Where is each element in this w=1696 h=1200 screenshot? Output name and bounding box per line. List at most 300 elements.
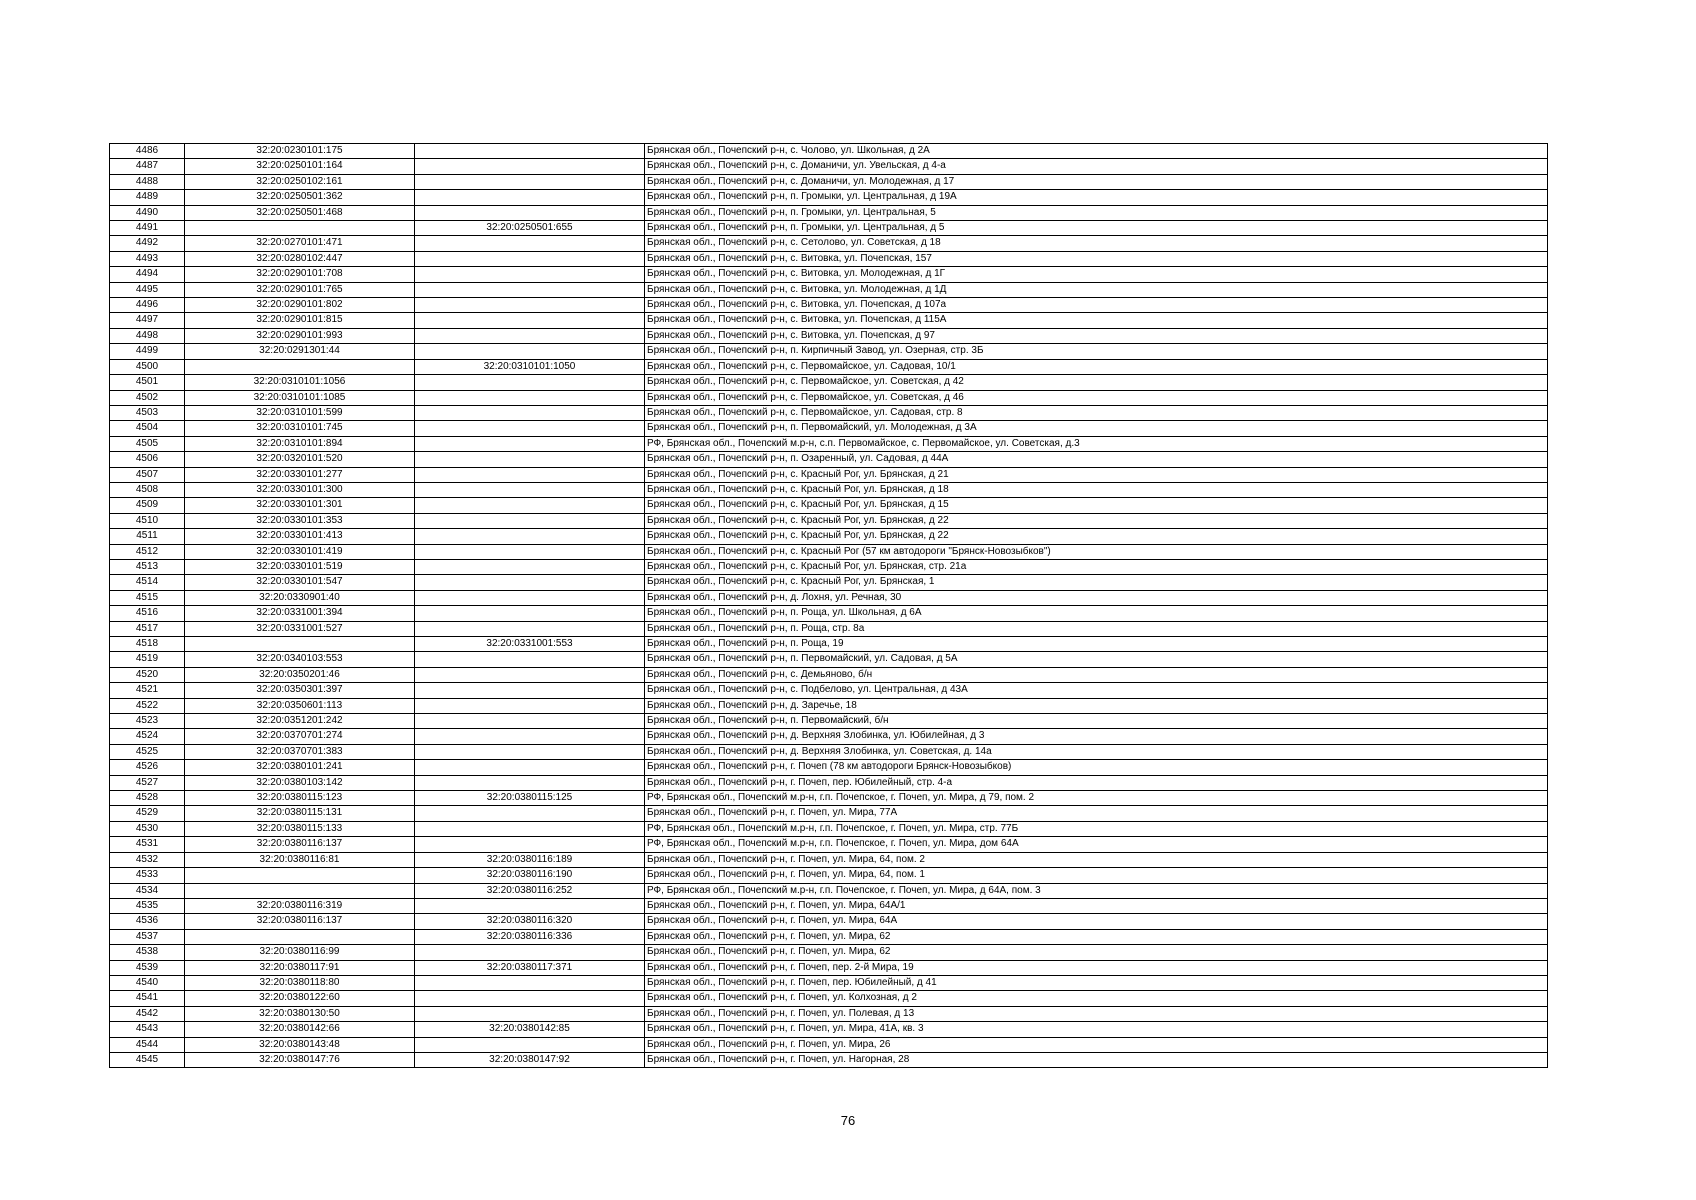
table-row bbox=[110, 482, 1548, 497]
table-row bbox=[110, 375, 1548, 390]
table-row bbox=[110, 251, 1548, 266]
related-cadastral-number-cell bbox=[415, 606, 645, 621]
row-number-cell: 4539 bbox=[110, 960, 185, 975]
related-cadastral-number-cell: 32:20:0380116:252 bbox=[415, 883, 645, 898]
row-number-cell: 4499 bbox=[110, 344, 185, 359]
cadastral-number-cell: 32:20:0380116:81 bbox=[185, 852, 415, 867]
row-number-cell: 4543 bbox=[110, 1022, 185, 1037]
address-cell: РФ, Брянская обл., Почепский м.р-н, с.п. Первомайское, с. Первомайское, ул. Советская, д.3 bbox=[645, 436, 1548, 451]
cadastral-number-cell: 32:20:0290101:815 bbox=[185, 313, 415, 328]
related-cadastral-number-cell bbox=[415, 436, 645, 451]
related-cadastral-number-cell bbox=[415, 452, 645, 467]
address-cell: Брянская обл., Почепский р-н, с. Первомайское, ул. Советская, д 42 bbox=[645, 375, 1548, 390]
page-number: 76 bbox=[840, 1113, 856, 1128]
table-row bbox=[110, 806, 1548, 821]
row-number-cell: 4514 bbox=[110, 575, 185, 590]
row-number-cell: 4488 bbox=[110, 174, 185, 189]
row-number-cell: 4496 bbox=[110, 298, 185, 313]
cadastral-number-cell: 32:20:0380116:319 bbox=[185, 898, 415, 913]
address-cell: Брянская обл., Почепский р-н, с. Подбелово, ул. Центральная, д 43А bbox=[645, 683, 1548, 698]
table-row bbox=[110, 683, 1548, 698]
related-cadastral-number-cell bbox=[415, 236, 645, 251]
cadastral-number-cell: 32:20:0230101:175 bbox=[185, 144, 415, 159]
row-number-cell: 4513 bbox=[110, 559, 185, 574]
row-number-cell: 4537 bbox=[110, 929, 185, 944]
row-number-cell: 4498 bbox=[110, 328, 185, 343]
cadastral-number-cell: 32:20:0330101:353 bbox=[185, 513, 415, 528]
table-row bbox=[110, 621, 1548, 636]
registry-table bbox=[109, 143, 1548, 1068]
table-row bbox=[110, 744, 1548, 759]
address-cell: Брянская обл., Почепский р-н, п. Роща, 19 bbox=[645, 637, 1548, 652]
row-number-cell: 4538 bbox=[110, 945, 185, 960]
cadastral-number-cell: 32:20:0330101:300 bbox=[185, 482, 415, 497]
table-row bbox=[110, 359, 1548, 374]
table-row bbox=[110, 298, 1548, 313]
cadastral-number-cell: 32:20:0310101:1085 bbox=[185, 390, 415, 405]
row-number-cell: 4503 bbox=[110, 405, 185, 420]
cadastral-number-cell: 32:20:0250101:164 bbox=[185, 159, 415, 174]
related-cadastral-number-cell bbox=[415, 744, 645, 759]
registry-table-body bbox=[110, 144, 1548, 1068]
cadastral-number-cell: 32:20:0350201:46 bbox=[185, 667, 415, 682]
row-number-cell: 4516 bbox=[110, 606, 185, 621]
table-row bbox=[110, 421, 1548, 436]
cadastral-number-cell: 32:20:0380116:137 bbox=[185, 837, 415, 852]
table-row bbox=[110, 883, 1548, 898]
address-cell: Брянская обл., Почепский р-н, с. Красный Рог, ул. Брянская, д 15 bbox=[645, 498, 1548, 513]
row-number-cell: 4506 bbox=[110, 452, 185, 467]
row-number-cell: 4508 bbox=[110, 482, 185, 497]
table-row bbox=[110, 205, 1548, 220]
cadastral-number-cell: 32:20:0320101:520 bbox=[185, 452, 415, 467]
related-cadastral-number-cell: 32:20:0380116:190 bbox=[415, 868, 645, 883]
address-cell: Брянская обл., Почепский р-н, п. Первомайский, ул. Молодежная, д 3А bbox=[645, 421, 1548, 436]
row-number-cell: 4497 bbox=[110, 313, 185, 328]
cadastral-number-cell: 32:20:0250501:468 bbox=[185, 205, 415, 220]
table-row bbox=[110, 575, 1548, 590]
related-cadastral-number-cell bbox=[415, 559, 645, 574]
related-cadastral-number-cell bbox=[415, 159, 645, 174]
related-cadastral-number-cell bbox=[415, 174, 645, 189]
related-cadastral-number-cell bbox=[415, 1037, 645, 1052]
related-cadastral-number-cell: 32:20:0380142:85 bbox=[415, 1022, 645, 1037]
row-number-cell: 4501 bbox=[110, 375, 185, 390]
cadastral-number-cell bbox=[185, 883, 415, 898]
related-cadastral-number-cell bbox=[415, 621, 645, 636]
related-cadastral-number-cell: 32:20:0250501:655 bbox=[415, 221, 645, 236]
related-cadastral-number-cell bbox=[415, 205, 645, 220]
related-cadastral-number-cell bbox=[415, 991, 645, 1006]
address-cell: Брянская обл., Почепский р-н, г. Почеп, ул. Мира, 26 bbox=[645, 1037, 1548, 1052]
cadastral-number-cell: 32:20:0380118:80 bbox=[185, 975, 415, 990]
address-cell: Брянская обл., Почепский р-н, с. Демьяново, б/н bbox=[645, 667, 1548, 682]
address-cell: Брянская обл., Почепский р-н, г. Почеп, ул. Мира, 64А/1 bbox=[645, 898, 1548, 913]
address-cell: Брянская обл., Почепский р-н, с. Красный Рог, ул. Брянская, д 22 bbox=[645, 513, 1548, 528]
row-number-cell: 4520 bbox=[110, 667, 185, 682]
table-row bbox=[110, 714, 1548, 729]
cadastral-number-cell: 32:20:0370701:383 bbox=[185, 744, 415, 759]
table-row bbox=[110, 1006, 1548, 1021]
table-row bbox=[110, 221, 1548, 236]
table-row bbox=[110, 498, 1548, 513]
table-row bbox=[110, 405, 1548, 420]
row-number-cell: 4510 bbox=[110, 513, 185, 528]
related-cadastral-number-cell: 32:20:0380116:189 bbox=[415, 852, 645, 867]
related-cadastral-number-cell bbox=[415, 975, 645, 990]
address-cell: Брянская обл., Почепский р-н, п. Роща, ул. Школьная, д 6А bbox=[645, 606, 1548, 621]
address-cell: РФ, Брянская обл., Почепский м.р-н, г.п. Почепское, г. Почеп, ул. Мира, д 64А, пом. 3 bbox=[645, 883, 1548, 898]
table-row bbox=[110, 837, 1548, 852]
related-cadastral-number-cell bbox=[415, 405, 645, 420]
row-number-cell: 4522 bbox=[110, 698, 185, 713]
row-number-cell: 4528 bbox=[110, 791, 185, 806]
related-cadastral-number-cell bbox=[415, 821, 645, 836]
cadastral-number-cell: 32:20:0380115:133 bbox=[185, 821, 415, 836]
cadastral-number-cell: 32:20:0270101:471 bbox=[185, 236, 415, 251]
related-cadastral-number-cell bbox=[415, 313, 645, 328]
cadastral-number-cell: 32:20:0291301:44 bbox=[185, 344, 415, 359]
cadastral-number-cell: 32:20:0380116:137 bbox=[185, 914, 415, 929]
address-cell: Брянская обл., Почепский р-н, д. Верхняя Злобинка, ул. Советская, д. 14а bbox=[645, 744, 1548, 759]
table-row bbox=[110, 159, 1548, 174]
cadastral-number-cell: 32:20:0250501:362 bbox=[185, 190, 415, 205]
related-cadastral-number-cell bbox=[415, 251, 645, 266]
address-cell: Брянская обл., Почепский р-н, с. Витовка, ул. Молодежная, д 1Д bbox=[645, 282, 1548, 297]
related-cadastral-number-cell bbox=[415, 714, 645, 729]
row-number-cell: 4524 bbox=[110, 729, 185, 744]
address-cell: Брянская обл., Почепский р-н, с. Сетолово, ул. Советская, д 18 bbox=[645, 236, 1548, 251]
address-cell: Брянская обл., Почепский р-н, п. Первомайский, ул. Садовая, д 5А bbox=[645, 652, 1548, 667]
cadastral-number-cell: 32:20:0330101:277 bbox=[185, 467, 415, 482]
address-cell: Брянская обл., Почепский р-н, с. Витовка, ул. Почепская, д 107а bbox=[645, 298, 1548, 313]
cadastral-number-cell: 32:20:0330101:519 bbox=[185, 559, 415, 574]
related-cadastral-number-cell bbox=[415, 760, 645, 775]
address-cell: Брянская обл., Почепский р-н, с. Красный Рог (57 км автодороги "Брянск-Новозыбков") bbox=[645, 544, 1548, 559]
address-cell: Брянская обл., Почепский р-н, п. Кирпичный Завод, ул. Озерная, стр. 3Б bbox=[645, 344, 1548, 359]
row-number-cell: 4544 bbox=[110, 1037, 185, 1052]
row-number-cell: 4511 bbox=[110, 529, 185, 544]
related-cadastral-number-cell bbox=[415, 729, 645, 744]
table-row bbox=[110, 190, 1548, 205]
address-cell: Брянская обл., Почепский р-н, г. Почеп, ул. Полевая, д 13 bbox=[645, 1006, 1548, 1021]
related-cadastral-number-cell bbox=[415, 775, 645, 790]
cadastral-number-cell: 32:20:0330101:413 bbox=[185, 529, 415, 544]
related-cadastral-number-cell bbox=[415, 529, 645, 544]
table-row bbox=[110, 929, 1548, 944]
address-cell: Брянская обл., Почепский р-н, с. Чолово, ул. Школьная, д 2А bbox=[645, 144, 1548, 159]
table-row bbox=[110, 590, 1548, 605]
address-cell: Брянская обл., Почепский р-н, п. Первомайский, б/н bbox=[645, 714, 1548, 729]
table-row bbox=[110, 313, 1548, 328]
address-cell: Брянская обл., Почепский р-н, с. Витовка, ул. Молодежная, д 1Г bbox=[645, 267, 1548, 282]
table-row bbox=[110, 544, 1548, 559]
cadastral-number-cell: 32:20:0380147:76 bbox=[185, 1052, 415, 1067]
related-cadastral-number-cell bbox=[415, 375, 645, 390]
table-row bbox=[110, 791, 1548, 806]
address-cell: Брянская обл., Почепский р-н, г. Почеп, пер. 2-й Мира, 19 bbox=[645, 960, 1548, 975]
address-cell: РФ, Брянская обл., Почепский м.р-н, г.п. Почепское, г. Почеп, ул. Мира, д 79, пом. 2 bbox=[645, 791, 1548, 806]
row-number-cell: 4542 bbox=[110, 1006, 185, 1021]
address-cell: Брянская обл., Почепский р-н, с. Витовка, ул. Почепская, 157 bbox=[645, 251, 1548, 266]
row-number-cell: 4530 bbox=[110, 821, 185, 836]
row-number-cell: 4515 bbox=[110, 590, 185, 605]
address-cell: Брянская обл., Почепский р-н, п. Громыки, ул. Центральная, д 19А bbox=[645, 190, 1548, 205]
cadastral-number-cell: 32:20:0310101:599 bbox=[185, 405, 415, 420]
row-number-cell: 4545 bbox=[110, 1052, 185, 1067]
cadastral-number-cell bbox=[185, 359, 415, 374]
related-cadastral-number-cell bbox=[415, 698, 645, 713]
table-row bbox=[110, 267, 1548, 282]
address-cell: РФ, Брянская обл., Почепский м.р-н, г.п. Почепское, г. Почеп, ул. Мира, стр. 77Б bbox=[645, 821, 1548, 836]
related-cadastral-number-cell bbox=[415, 344, 645, 359]
related-cadastral-number-cell bbox=[415, 683, 645, 698]
row-number-cell: 4517 bbox=[110, 621, 185, 636]
address-cell: Брянская обл., Почепский р-н, с. Доманичи, ул. Увельская, д 4-а bbox=[645, 159, 1548, 174]
address-cell: Брянская обл., Почепский р-н, с. Первомайское, ул. Садовая, 10/1 bbox=[645, 359, 1548, 374]
related-cadastral-number-cell bbox=[415, 1006, 645, 1021]
cadastral-number-cell: 32:20:0290101:802 bbox=[185, 298, 415, 313]
row-number-cell: 4519 bbox=[110, 652, 185, 667]
related-cadastral-number-cell: 32:20:0380116:320 bbox=[415, 914, 645, 929]
related-cadastral-number-cell bbox=[415, 652, 645, 667]
cadastral-number-cell: 32:20:0280102:447 bbox=[185, 251, 415, 266]
address-cell: Брянская обл., Почепский р-н, с. Первомайское, ул. Советская, д 46 bbox=[645, 390, 1548, 405]
address-cell: Брянская обл., Почепский р-н, д. Лохня, ул. Речная, 30 bbox=[645, 590, 1548, 605]
address-cell: Брянская обл., Почепский р-н, г. Почеп, ул. Нагорная, 28 bbox=[645, 1052, 1548, 1067]
row-number-cell: 4536 bbox=[110, 914, 185, 929]
table-row bbox=[110, 960, 1548, 975]
cadastral-number-cell: 32:20:0380115:131 bbox=[185, 806, 415, 821]
table-row bbox=[110, 667, 1548, 682]
address-cell: Брянская обл., Почепский р-н, г. Почеп, ул. Мира, 41А, кв. 3 bbox=[645, 1022, 1548, 1037]
cadastral-number-cell: 32:20:0330101:301 bbox=[185, 498, 415, 513]
related-cadastral-number-cell bbox=[415, 190, 645, 205]
row-number-cell: 4494 bbox=[110, 267, 185, 282]
table-row bbox=[110, 991, 1548, 1006]
address-cell: Брянская обл., Почепский р-н, д. Верхняя Злобинка, ул. Юбилейная, д 3 bbox=[645, 729, 1548, 744]
related-cadastral-number-cell bbox=[415, 328, 645, 343]
table-row bbox=[110, 945, 1548, 960]
address-cell: Брянская обл., Почепский р-н, с. Красный Рог, ул. Брянская, д 18 bbox=[645, 482, 1548, 497]
row-number-cell: 4487 bbox=[110, 159, 185, 174]
cadastral-number-cell: 32:20:0380117:91 bbox=[185, 960, 415, 975]
related-cadastral-number-cell bbox=[415, 590, 645, 605]
cadastral-number-cell: 32:20:0290101:708 bbox=[185, 267, 415, 282]
row-number-cell: 4489 bbox=[110, 190, 185, 205]
cadastral-number-cell: 32:20:0380143:48 bbox=[185, 1037, 415, 1052]
table-row bbox=[110, 328, 1548, 343]
cadastral-number-cell: 32:20:0380142:66 bbox=[185, 1022, 415, 1037]
cadastral-number-cell: 32:20:0310101:1056 bbox=[185, 375, 415, 390]
address-cell: Брянская обл., Почепский р-н, г. Почеп, ул. Мира, 64, пом. 2 bbox=[645, 852, 1548, 867]
address-cell: Брянская обл., Почепский р-н, с. Доманичи, ул. Молодежная, д 17 bbox=[645, 174, 1548, 189]
cadastral-number-cell bbox=[185, 221, 415, 236]
table-row bbox=[110, 436, 1548, 451]
cadastral-number-cell: 32:20:0250102:161 bbox=[185, 174, 415, 189]
row-number-cell: 4490 bbox=[110, 205, 185, 220]
address-cell: Брянская обл., Почепский р-н, с. Витовка, ул. Почепская, д 97 bbox=[645, 328, 1548, 343]
address-cell: Брянская обл., Почепский р-н, п. Озаренный, ул. Садовая, д 44А bbox=[645, 452, 1548, 467]
related-cadastral-number-cell: 32:20:0380117:371 bbox=[415, 960, 645, 975]
cadastral-number-cell: 32:20:0310101:894 bbox=[185, 436, 415, 451]
row-number-cell: 4495 bbox=[110, 282, 185, 297]
related-cadastral-number-cell bbox=[415, 390, 645, 405]
address-cell: Брянская обл., Почепский р-н, п. Громыки, ул. Центральная, д 5 bbox=[645, 221, 1548, 236]
address-cell: Брянская обл., Почепский р-н, г. Почеп, ул. Мира, 64А bbox=[645, 914, 1548, 929]
table-row bbox=[110, 760, 1548, 775]
table-row bbox=[110, 637, 1548, 652]
table-row bbox=[110, 390, 1548, 405]
table-row bbox=[110, 868, 1548, 883]
cadastral-number-cell: 32:20:0340103:553 bbox=[185, 652, 415, 667]
row-number-cell: 4525 bbox=[110, 744, 185, 759]
cadastral-number-cell: 32:20:0380122:60 bbox=[185, 991, 415, 1006]
address-cell: Брянская обл., Почепский р-н, с. Красный Рог, ул. Брянская, д 21 bbox=[645, 467, 1548, 482]
row-number-cell: 4523 bbox=[110, 714, 185, 729]
table-row bbox=[110, 1052, 1548, 1067]
cadastral-number-cell bbox=[185, 929, 415, 944]
related-cadastral-number-cell bbox=[415, 282, 645, 297]
row-number-cell: 4502 bbox=[110, 390, 185, 405]
row-number-cell: 4535 bbox=[110, 898, 185, 913]
cadastral-number-cell bbox=[185, 868, 415, 883]
table-row bbox=[110, 1037, 1548, 1052]
table-row bbox=[110, 698, 1548, 713]
cadastral-number-cell: 32:20:0350301:397 bbox=[185, 683, 415, 698]
related-cadastral-number-cell bbox=[415, 837, 645, 852]
address-cell: Брянская обл., Почепский р-н, г. Почеп, ул. Мира, 62 bbox=[645, 945, 1548, 960]
address-cell: Брянская обл., Почепский р-н, г. Почеп, ул. Колхозная, д 2 bbox=[645, 991, 1548, 1006]
related-cadastral-number-cell bbox=[415, 267, 645, 282]
cadastral-number-cell: 32:20:0330901:40 bbox=[185, 590, 415, 605]
row-number-cell: 4526 bbox=[110, 760, 185, 775]
address-cell: Брянская обл., Почепский р-н, п. Роща, стр. 8а bbox=[645, 621, 1548, 636]
cadastral-number-cell: 32:20:0380115:123 bbox=[185, 791, 415, 806]
address-cell: Брянская обл., Почепский р-н, с. Красный Рог, ул. Брянская, д 22 bbox=[645, 529, 1548, 544]
address-cell: Брянская обл., Почепский р-н, г. Почеп, ул. Мира, 77А bbox=[645, 806, 1548, 821]
address-cell: Брянская обл., Почепский р-н, с. Первомайское, ул. Садовая, стр. 8 bbox=[645, 405, 1548, 420]
related-cadastral-number-cell: 32:20:0380116:336 bbox=[415, 929, 645, 944]
related-cadastral-number-cell bbox=[415, 467, 645, 482]
table-row bbox=[110, 775, 1548, 790]
table-row bbox=[110, 282, 1548, 297]
cadastral-number-cell bbox=[185, 637, 415, 652]
row-number-cell: 4486 bbox=[110, 144, 185, 159]
related-cadastral-number-cell bbox=[415, 806, 645, 821]
row-number-cell: 4541 bbox=[110, 991, 185, 1006]
cadastral-number-cell: 32:20:0350601:113 bbox=[185, 698, 415, 713]
row-number-cell: 4509 bbox=[110, 498, 185, 513]
address-cell: Брянская обл., Почепский р-н, г. Почеп, ул. Мира, 62 bbox=[645, 929, 1548, 944]
related-cadastral-number-cell bbox=[415, 482, 645, 497]
related-cadastral-number-cell bbox=[415, 898, 645, 913]
table-row bbox=[110, 606, 1548, 621]
row-number-cell: 4540 bbox=[110, 975, 185, 990]
related-cadastral-number-cell bbox=[415, 513, 645, 528]
row-number-cell: 4531 bbox=[110, 837, 185, 852]
related-cadastral-number-cell: 32:20:0310101:1050 bbox=[415, 359, 645, 374]
cadastral-number-cell: 32:20:0351201:242 bbox=[185, 714, 415, 729]
row-number-cell: 4493 bbox=[110, 251, 185, 266]
address-cell: Брянская обл., Почепский р-н, г. Почеп (78 км автодороги Брянск-Новозыбков) bbox=[645, 760, 1548, 775]
row-number-cell: 4500 bbox=[110, 359, 185, 374]
cadastral-number-cell: 32:20:0380116:99 bbox=[185, 945, 415, 960]
row-number-cell: 4492 bbox=[110, 236, 185, 251]
address-cell: Брянская обл., Почепский р-н, с. Витовка, ул. Почепская, д 115А bbox=[645, 313, 1548, 328]
cadastral-number-cell: 32:20:0380130:50 bbox=[185, 1006, 415, 1021]
table-row bbox=[110, 652, 1548, 667]
related-cadastral-number-cell bbox=[415, 667, 645, 682]
address-cell: Брянская обл., Почепский р-н, п. Громыки, ул. Центральная, 5 bbox=[645, 205, 1548, 220]
row-number-cell: 4529 bbox=[110, 806, 185, 821]
table-row bbox=[110, 452, 1548, 467]
related-cadastral-number-cell bbox=[415, 945, 645, 960]
related-cadastral-number-cell: 32:20:0380115:125 bbox=[415, 791, 645, 806]
cadastral-number-cell: 32:20:0310101:745 bbox=[185, 421, 415, 436]
row-number-cell: 4521 bbox=[110, 683, 185, 698]
row-number-cell: 4518 bbox=[110, 637, 185, 652]
address-cell: Брянская обл., Почепский р-н, г. Почеп, пер. Юбилейный, стр. 4-а bbox=[645, 775, 1548, 790]
related-cadastral-number-cell: 32:20:0380147:92 bbox=[415, 1052, 645, 1067]
related-cadastral-number-cell bbox=[415, 498, 645, 513]
cadastral-number-cell: 32:20:0380103:142 bbox=[185, 775, 415, 790]
row-number-cell: 4507 bbox=[110, 467, 185, 482]
related-cadastral-number-cell: 32:20:0331001:553 bbox=[415, 637, 645, 652]
cadastral-number-cell: 32:20:0331001:394 bbox=[185, 606, 415, 621]
table-row bbox=[110, 174, 1548, 189]
related-cadastral-number-cell bbox=[415, 544, 645, 559]
row-number-cell: 4533 bbox=[110, 868, 185, 883]
row-number-cell: 4532 bbox=[110, 852, 185, 867]
cadastral-number-cell: 32:20:0370701:274 bbox=[185, 729, 415, 744]
row-number-cell: 4527 bbox=[110, 775, 185, 790]
address-cell: Брянская обл., Почепский р-н, с. Красный Рог, ул. Брянская, стр. 21а bbox=[645, 559, 1548, 574]
cadastral-number-cell: 32:20:0331001:527 bbox=[185, 621, 415, 636]
table-row bbox=[110, 529, 1548, 544]
cadastral-number-cell: 32:20:0330101:419 bbox=[185, 544, 415, 559]
table-row bbox=[110, 914, 1548, 929]
cadastral-number-cell: 32:20:0290101:993 bbox=[185, 328, 415, 343]
row-number-cell: 4504 bbox=[110, 421, 185, 436]
table-row bbox=[110, 729, 1548, 744]
table-row bbox=[110, 1022, 1548, 1037]
row-number-cell: 4491 bbox=[110, 221, 185, 236]
address-cell: РФ, Брянская обл., Почепский м.р-н, г.п. Почепское, г. Почеп, ул. Мира, дом 64А bbox=[645, 837, 1548, 852]
related-cadastral-number-cell bbox=[415, 575, 645, 590]
table-row bbox=[110, 821, 1548, 836]
cadastral-number-cell: 32:20:0330101:547 bbox=[185, 575, 415, 590]
cadastral-number-cell: 32:20:0380101:241 bbox=[185, 760, 415, 775]
cadastral-number-cell: 32:20:0290101:765 bbox=[185, 282, 415, 297]
table-row bbox=[110, 898, 1548, 913]
address-cell: Брянская обл., Почепский р-н, г. Почеп, ул. Мира, 64, пом. 1 bbox=[645, 868, 1548, 883]
related-cadastral-number-cell bbox=[415, 144, 645, 159]
table-row bbox=[110, 344, 1548, 359]
related-cadastral-number-cell bbox=[415, 421, 645, 436]
address-cell: Брянская обл., Почепский р-н, г. Почеп, пер. Юбилейный, д 41 bbox=[645, 975, 1548, 990]
table-row bbox=[110, 559, 1548, 574]
table-row bbox=[110, 144, 1548, 159]
related-cadastral-number-cell bbox=[415, 298, 645, 313]
row-number-cell: 4512 bbox=[110, 544, 185, 559]
address-cell: Брянская обл., Почепский р-н, д. Заречье, 18 bbox=[645, 698, 1548, 713]
table-row bbox=[110, 467, 1548, 482]
row-number-cell: 4534 bbox=[110, 883, 185, 898]
table-row bbox=[110, 236, 1548, 251]
row-number-cell: 4505 bbox=[110, 436, 185, 451]
address-cell: Брянская обл., Почепский р-н, с. Красный Рог, ул. Брянская, 1 bbox=[645, 575, 1548, 590]
